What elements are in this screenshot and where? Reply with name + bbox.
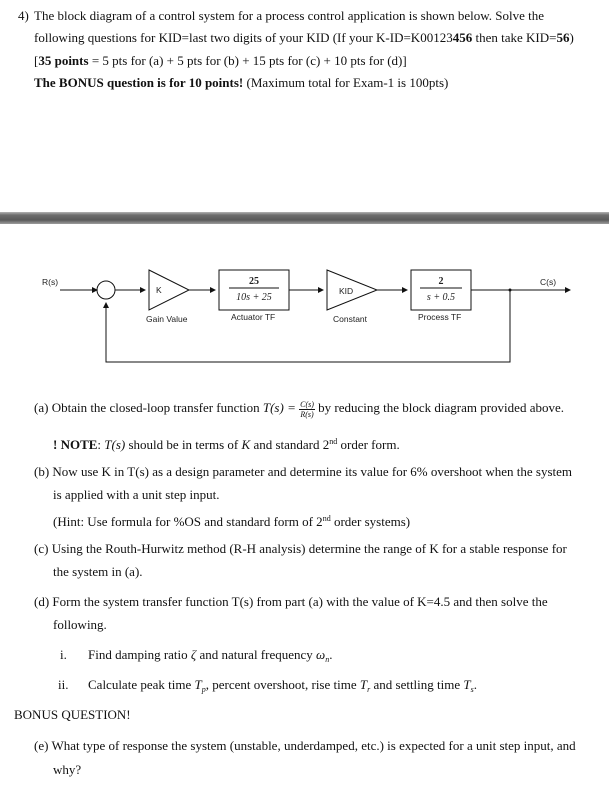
- input-label: R(s): [42, 277, 59, 287]
- part-d-line1: (d) Form the system transfer function T(s) from part (a) with the value of K=4.5 and then solve the: [34, 594, 548, 609]
- part-e-line2: why?: [53, 762, 82, 777]
- part-b-line2: is applied with a unit step input.: [53, 487, 220, 502]
- cs-over-rs-fraction: $\frac{C(s)}{R(s)}$: [300, 399, 314, 419]
- part-e-line1: (e) What type of response the system (unstable, underdamped, etc.) is expected for a unit step input, and: [34, 738, 576, 753]
- separator-bar: [0, 212, 609, 224]
- block-diagram: [0, 258, 609, 373]
- part-d-ii: Calculate peak time $T_p$, percent overshoot, rise time $T_r$ and settling time $T_s$.: [88, 677, 477, 694]
- part-c-line2: the system in (a).: [53, 564, 143, 579]
- question-intro-line2: following questions for KID=last two digits of your KID (If your K-ID=K00123456 then take KID=56): [34, 30, 574, 45]
- zeta-symbol: ζ: [190, 647, 197, 662]
- part-a: (a) Obtain the closed-loop transfer function T(s) = $\frac{C(s)}{R(s)}$ by reducing the block diagram provided above.: [34, 399, 564, 419]
- gain-caption: Gain Value: [146, 314, 188, 324]
- bonus-heading: BONUS QUESTION!: [14, 707, 131, 722]
- part-d-i: Find damping ratio ζ and natural frequency $\omega_n$.: [88, 647, 333, 664]
- kid-example-value: 56: [556, 30, 570, 45]
- part-c-line1: (c) Using the Routh-Hurwitz method (R-H analysis) determine the range of K for a stable response for: [34, 541, 567, 556]
- points-breakdown: [35 points = 5 pts for (a) + 5 pts for (b) + 15 pts for (c) + 10 pts for (d)]: [34, 53, 407, 68]
- part-d-ii-label: ii.: [58, 677, 69, 692]
- kid-symbol: KID: [339, 286, 354, 296]
- part-b-hint: (Hint: Use formula for %OS and standard form of 2nd order systems): [53, 514, 411, 529]
- process-numerator: 2: [438, 276, 444, 287]
- process-caption: Process TF: [418, 312, 462, 322]
- omega-symbol: ω: [316, 647, 326, 662]
- actuator-denominator: 10s + 25: [236, 292, 272, 303]
- kid-caption: Constant: [333, 314, 368, 324]
- actuator-numerator: 25: [249, 276, 259, 287]
- gain-block: [149, 270, 189, 310]
- question-number: 4): [18, 8, 29, 23]
- part-b-line1: (b) Now use K in T(s) as a design parameter and determine its value for 6% overshoot when the system: [34, 464, 573, 479]
- part-d-i-label: i.: [60, 647, 67, 662]
- process-denominator: s + 0.5: [426, 292, 456, 303]
- output-label: C(s): [540, 277, 557, 287]
- transfer-function-symbol: T(s) =: [262, 400, 296, 415]
- question-intro-line1: The block diagram of a control system for a process control application is shown below. Solve the: [34, 8, 545, 23]
- note-line: ! NOTE: T(s) should be in terms of K and standard 2nd order form.: [53, 437, 400, 452]
- actuator-caption: Actuator TF: [231, 312, 276, 322]
- gain-symbol: K: [156, 285, 162, 295]
- part-d-line2: following.: [53, 617, 107, 632]
- summing-junction: [97, 281, 115, 299]
- bonus-points-line: The BONUS question is for 10 points! (Maximum total for Exam-1 is 100pts): [34, 75, 449, 90]
- kid-example-digits: 456: [452, 30, 473, 45]
